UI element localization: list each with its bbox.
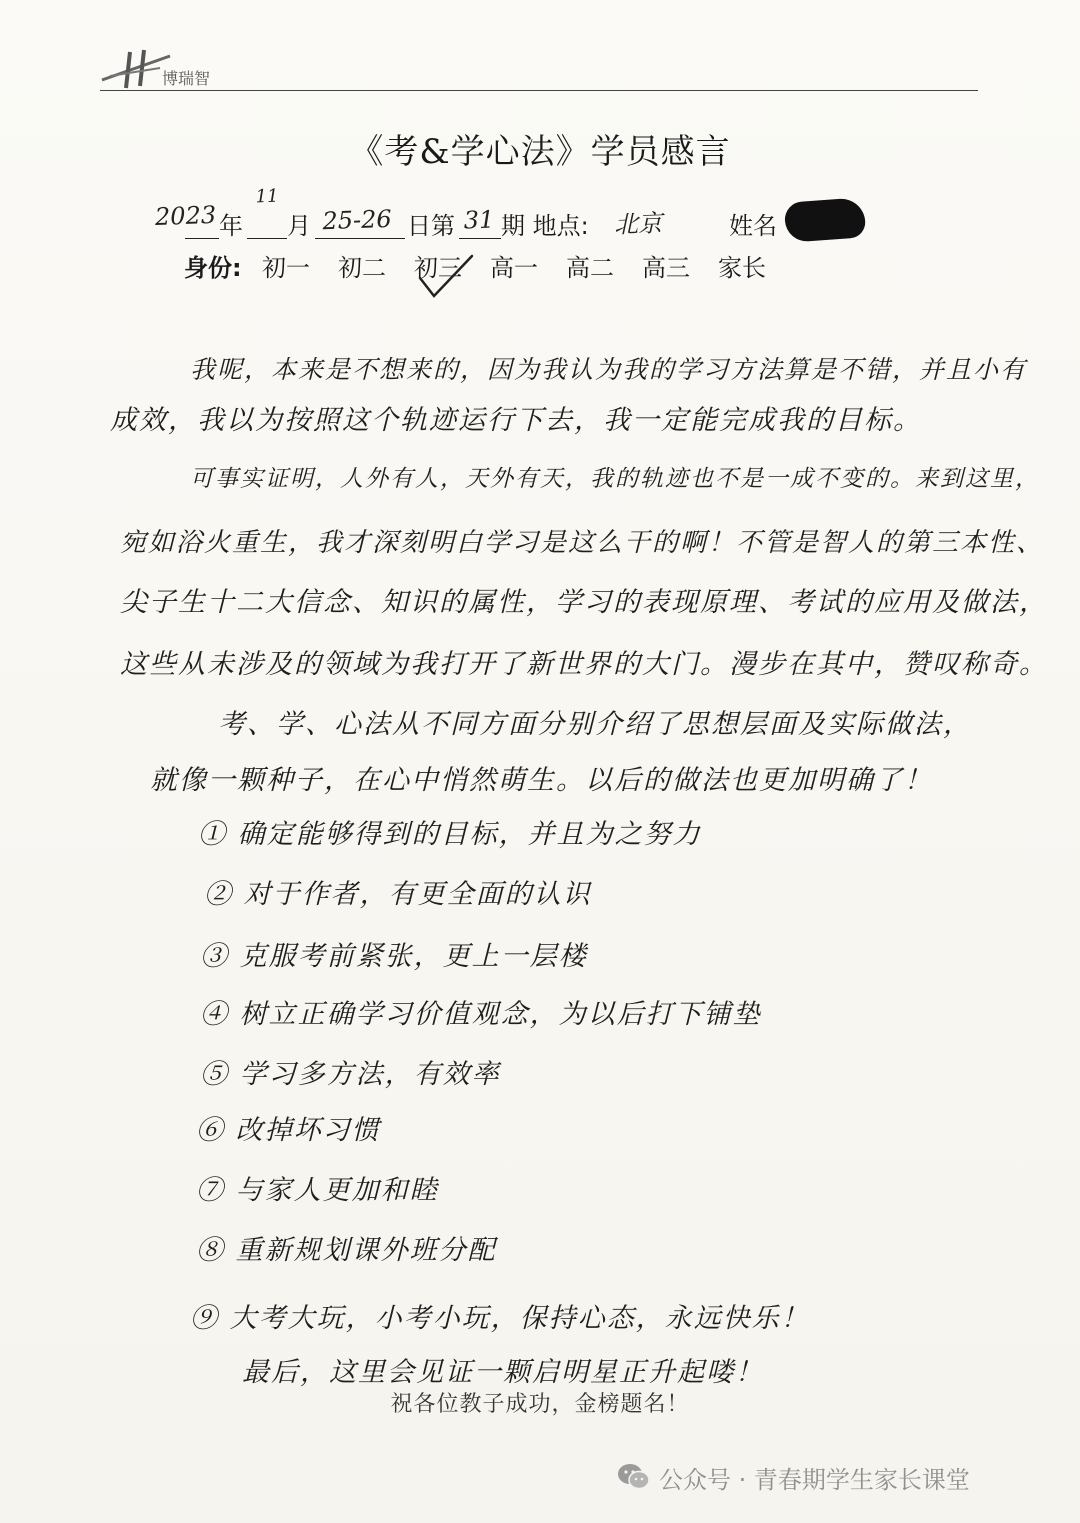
identity-option-3: 初三	[414, 254, 462, 282]
identity-row	[184, 248, 804, 284]
redacted-name	[784, 197, 867, 242]
closing-line: 最后，这里会见证一颗启明星正升起喽！	[242, 1357, 764, 1388]
identity-option-7: 家长	[718, 254, 766, 282]
watermark	[617, 1458, 1057, 1498]
gain-item-5: ⑤ 学习多方法，有效率	[200, 1059, 501, 1090]
session-value: 31	[463, 205, 495, 235]
session-info-line	[154, 185, 915, 244]
body-line-3: 可事实证明，人外有人，天外有天，我的轨迹也不是一成不变的。来到这里，	[190, 466, 1040, 492]
identity-label: 身份:	[184, 254, 242, 282]
gain-item-1: ① 确定能够得到的目标，并且为之努力	[198, 819, 702, 850]
month-label: 月	[287, 212, 311, 240]
watermark-text: 公众号 · 青春期学生家长课堂	[659, 1466, 970, 1494]
days-value: 25-26	[321, 204, 393, 236]
body-line-1: 我呢，本来是不想来的，因为我认为我的学习方法算是不错，并且小有	[190, 355, 1028, 384]
identity-option-6: 高三	[642, 254, 690, 282]
identity-option-4: 高一	[490, 254, 538, 282]
document-title: 《考&学心法》学员感言	[349, 132, 731, 172]
gain-item-6: ⑥ 改掉坏习惯	[196, 1115, 381, 1146]
header-divider	[100, 90, 978, 91]
body-line-4: 宛如浴火重生，我才深刻明白学习是这么干的啊！不管是智人的第三本性、	[120, 528, 1045, 558]
year-underline	[185, 238, 219, 239]
year-label: 年	[219, 212, 243, 240]
month-underline	[247, 238, 287, 239]
brand-name: 博瑞智	[162, 69, 211, 88]
name-label: 姓名	[729, 212, 777, 240]
body-line-6: 这些从未涉及的领域为我打开了新世界的大门。漫步在其中，赞叹称奇。	[120, 649, 1048, 680]
body-line-8: 就像一颗种子，在心中悄然萌生。以后的做法也更加明确了！	[150, 765, 933, 796]
wechat-icon	[617, 1462, 651, 1492]
checkmark-icon	[416, 252, 476, 300]
day-label: 日第	[407, 212, 455, 240]
identity-option-5: 高二	[566, 254, 614, 282]
year-value: 2023	[154, 200, 217, 231]
identity-option-1: 初一	[262, 254, 310, 282]
gain-item-3: ③ 克服考前紧张，更上一层楼	[200, 941, 588, 972]
body-line-7: 考、学、心法从不同方面分别介绍了思想层面及实际做法，	[218, 709, 972, 740]
gain-item-7: ⑦ 与家人更加和睦	[196, 1175, 439, 1206]
printed-footer: 祝各位教子成功，金榜题名！	[390, 1392, 690, 1417]
gain-item-9: ⑨ 大考大玩，小考小玩，保持心态，永远快乐！	[190, 1303, 810, 1334]
session-label: 期 地点:	[501, 212, 589, 240]
gain-item-2: ② 对于作者，有更全面的认识	[204, 879, 592, 910]
gain-item-4: ④ 树立正确学习价值观念，为以后打下铺垫	[200, 999, 762, 1030]
gain-item-8: ⑧ 重新规划课外班分配	[196, 1235, 497, 1266]
session-underline	[459, 238, 501, 239]
location-value: 北京	[613, 209, 663, 239]
body-line-5: 尖子生十二大信念、知识的属性，学习的表现原理、考试的应用及做法，	[120, 587, 1048, 618]
days-underline	[315, 238, 405, 239]
identity-option-2: 初二	[338, 254, 386, 282]
body-line-2: 成效，我以为按照这个轨迹运行下去，我一定能完成我的目标。	[110, 405, 922, 436]
month-value: 11	[255, 185, 279, 208]
